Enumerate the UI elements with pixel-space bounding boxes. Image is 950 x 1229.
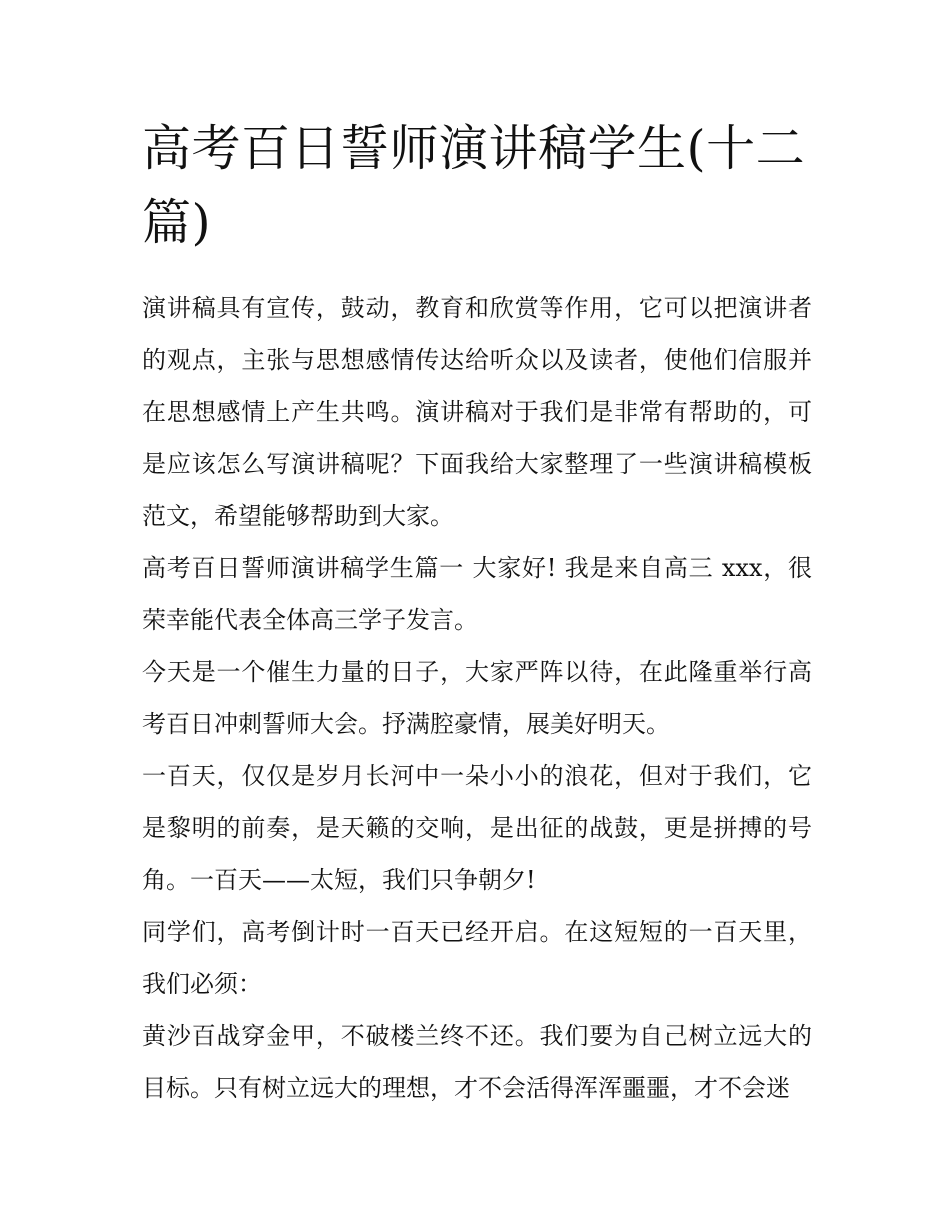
paragraph-hundred-days: 一百天，仅仅是岁月长河中一朵小小的浪花，但对于我们，它是黎明的前奏，是天籁的交响，是出征的战鼓，更是拼搏的号角。一百天——太短，我们只争朝夕! [142, 762, 812, 894]
paragraph-goals: 黄沙百战穿金甲，不破楼兰终不还。我们要为自己树立远大的目标。只有树立远大的理想，才不会活得浑浑噩噩，才不会迷 [142, 1022, 812, 1102]
document-title: 高考百日誓师演讲稿学生(十二篇) [142, 120, 806, 251]
paragraph-greeting: 高考百日誓师演讲稿学生篇一 大家好! 我是来自高三 xxx，很荣幸能代表全体高三学子发言。 [142, 554, 812, 634]
document-body [142, 112, 812, 1114]
paragraph-countdown: 同学们，高考倒计时一百天已经开启。在这短短的一百天里，我们必须： [142, 918, 812, 998]
paragraph-today: 今天是一个催生力量的日子，大家严阵以待，在此隆重举行高考百日冲刺誓师大会。抒满腔豪情，展美好明天。 [142, 658, 812, 738]
paragraph-intro: 演讲稿具有宣传，鼓动，教育和欣赏等作用，它可以把演讲者的观点，主张与思想感情传达给听众以及读者，使他们信服并在思想感情上产生共鸣。演讲稿对于我们是非常有帮助的，可是应该怎么写演讲稿呢？下面我给大家整理了一些演讲稿模板范文，希望能够帮助到大家。 [142, 294, 812, 530]
